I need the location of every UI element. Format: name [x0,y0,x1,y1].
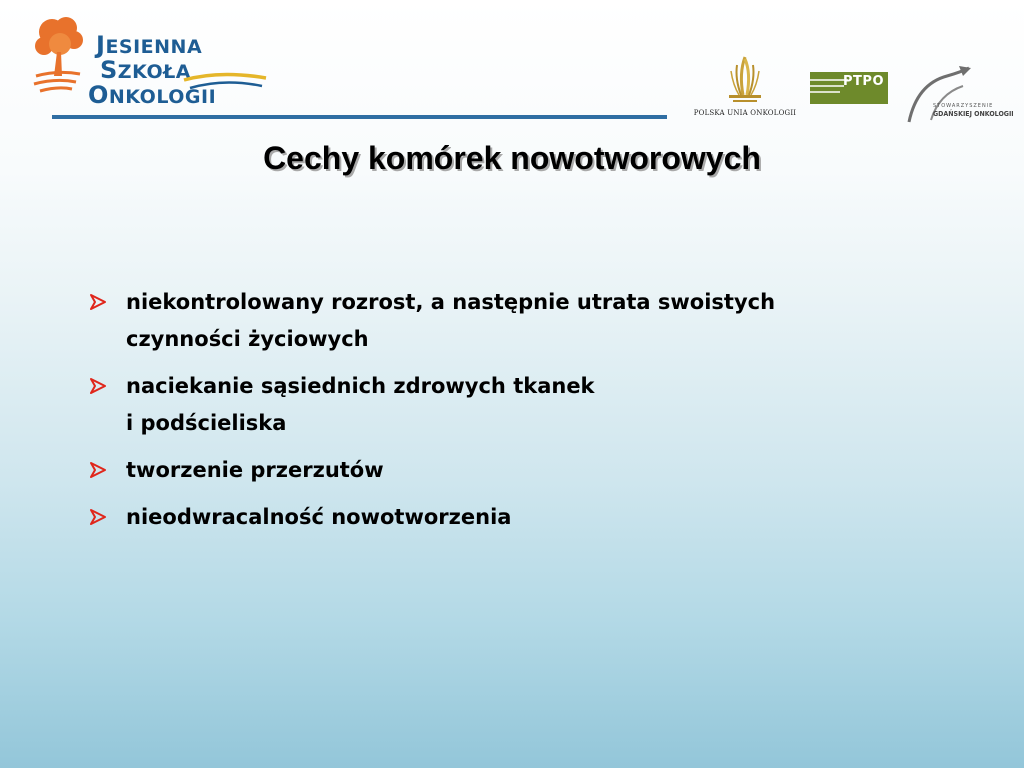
school-name-line-2: SZKOŁA [100,56,191,84]
bullet-text-line: naciekanie sąsiednich zdrowych tkanek [126,374,595,398]
arrow-right-icon [88,461,108,479]
bullet-list [88,284,968,546]
ptpo-logo [810,72,888,104]
school-name-line-1: JESIENNA [96,31,203,59]
slide-title: Cechy komórek nowotworowych [263,140,761,176]
flame-emblem-icon [715,55,775,107]
bullet-item [88,499,968,536]
school-name-line-3: ONKOLOGII [88,81,217,109]
bullet-text-line: niekontrolowany rozrost, a następnie utrata swoistych [126,290,776,314]
pou-label: POLSKA UNIA ONKOLOGII [693,109,797,117]
bullet-text-line: i podścieliska [126,411,287,435]
sgo-logo [903,64,1014,126]
bullet-text-line: tworzenie przerzutów [126,458,384,482]
bullet-item [88,368,968,442]
bullet-item [88,284,968,358]
arrow-right-icon [88,508,108,526]
bullet-text-line: czynności życiowych [126,327,369,351]
bullet-text-line: nieodwracalność nowotworzenia [126,505,512,529]
sgo-label-small: STOWARZYSZENIE [933,103,994,109]
school-logo [30,14,270,110]
tree-icon [30,14,90,94]
arrow-right-icon [88,377,108,395]
arrow-right-icon [88,293,108,311]
bullet-item [88,452,968,489]
sgo-label: GDAŃSKIEJ ONKOLOGII [933,110,1014,118]
ptpo-label: PTPO [843,74,884,89]
swoosh-decoration [180,66,270,94]
pou-logo [690,55,800,125]
header-rule [52,115,667,119]
